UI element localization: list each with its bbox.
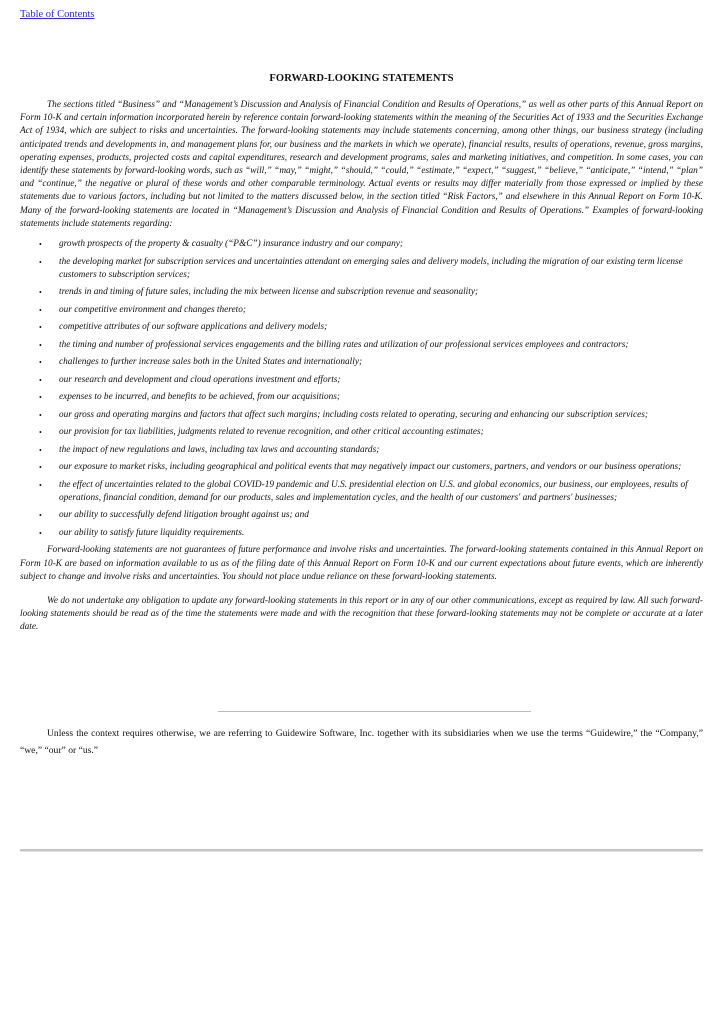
list-item: • our research and development and cloud operations investment and efforts; bbox=[20, 374, 703, 387]
guarantee-paragraph: Forward-looking statements are not guarantees of future performance and involve risks and uncertainties. The forward-looking statements contained in this Annual Report on Form 10-K are based on information available to us as of the filing date of this Annual Report on Form 10-K and our current expectations about future events, which are inherently subject to change and involve risks and uncertainties. You should not place undue reliance on these forward-looking statements. bbox=[20, 545, 703, 582]
list-item: • challenges to further increase sales both in the United States and internationally; bbox=[20, 356, 703, 369]
list-item: • our ability to successfully defend litigation brought against us; and bbox=[20, 509, 703, 522]
list-item: • trends in and timing of future sales, including the mix between license and subscription revenue and seasonality; bbox=[20, 286, 703, 299]
list-item: • our competitive environment and changes thereto; bbox=[20, 304, 703, 317]
obligation-paragraph: We do not undertake any obligation to update any forward-looking statements in this report or in any of our other communications, except as required by law. All such forward-looking statements should be read as of the time the statements were made and with the recognition that these forward-looking statements may not be complete or accurate at a later date. bbox=[20, 596, 703, 633]
section-body bbox=[20, 99, 703, 635]
list-item: • expenses to be incurred, and benefits to be achieved, from our acquisitions; bbox=[20, 391, 703, 404]
list-item: • our provision for tax liabilities, judgments related to revenue recognition, and other critical accounting estimates; bbox=[20, 426, 703, 439]
list-item: • competitive attributes of our software applications and delivery models; bbox=[20, 321, 703, 334]
list-item: • the developing market for subscription services and uncertainties attendant on emerging sales and delivery models, including the migration of our existing term license customers to subscription services; bbox=[20, 256, 703, 282]
table-of-contents-link[interactable]: Table of Contents bbox=[20, 9, 95, 20]
forward-looking-topics-list bbox=[20, 238, 703, 540]
list-item: • our ability to satisfy future liquidity requirements. bbox=[20, 527, 703, 540]
page-break-rule bbox=[20, 849, 703, 852]
section-divider bbox=[218, 711, 531, 712]
section-title: FORWARD-LOOKING STATEMENTS bbox=[269, 73, 454, 84]
list-item: • our exposure to market risks, including geographical and political events that may negatively impact our customers, partners, and vendors or our business operations; bbox=[20, 461, 703, 474]
company-reference-paragraph: Unless the context requires otherwise, we are referring to Guidewire Software, Inc. together with its subsidiaries when we use the terms “Guidewire,” the “Company,” “we,” “our” or “us.” bbox=[20, 728, 703, 756]
list-item: • our gross and operating margins and factors that affect such margins; including costs related to operating, securing and enhancing our subscription services; bbox=[20, 409, 703, 422]
intro-paragraph: The sections titled “Business” and “Management’s Discussion and Analysis of Financial Condition and Results of Operations,” as well as other parts of this Annual Report on Form 10-K and certain information incorporated herein by reference contain forward-looking statements within the meaning of the Securities Act of 1933 and the Securities Exchange Act of 1934, which are subject to risks and uncertainties. The forward-looking statements may include statements concerning, among other things, our business strategy (including anticipated trends and developments in, and management plans for, our business and the markets in which we operate), financial results, results of operations, revenue, gross margins, operating expenses, products, projected costs and capital expenditures, research and development programs, sales and marketing initiatives, and competition. In some cases, you can identify these statements by forward-looking words, such as “will,” “may,” “might,” “should,” “could,” “estimate,” “expect,” “suggest,” “believe,” “anticipate,” “intend,” “plan” and “continue,” the negative or plural of these words and other comparable terminology. Actual events or results may differ materially from those expressed or implied by these statements due to various factors, including but not limited to the matters discussed below, in the section titled “Risk Factors,” and elsewhere in this Annual Report on Form 10-K. Many of the forward-looking statements are located in “Management’s Discussion and Analysis of Financial Condition and Results of Operations.” Examples of forward-looking statements include statements regarding: bbox=[20, 100, 703, 229]
list-item: • the timing and number of professional services engagements and the billing rates and utilization of our professional services employees and contractors; bbox=[20, 339, 703, 352]
list-item: • the impact of new regulations and laws, including tax laws and accounting standards; bbox=[20, 444, 703, 457]
list-item: • growth prospects of the property & casualty (“P&C”) insurance industry and our company; bbox=[20, 238, 703, 251]
list-item: • the effect of uncertainties related to the global COVID-19 pandemic and U.S. presidential election on U.S. and global economics, our business, our employees, results of operations, financial condition, demand for our products, sales and implementation cycles, and the health of our customers' and partners' businesses; bbox=[20, 479, 703, 505]
